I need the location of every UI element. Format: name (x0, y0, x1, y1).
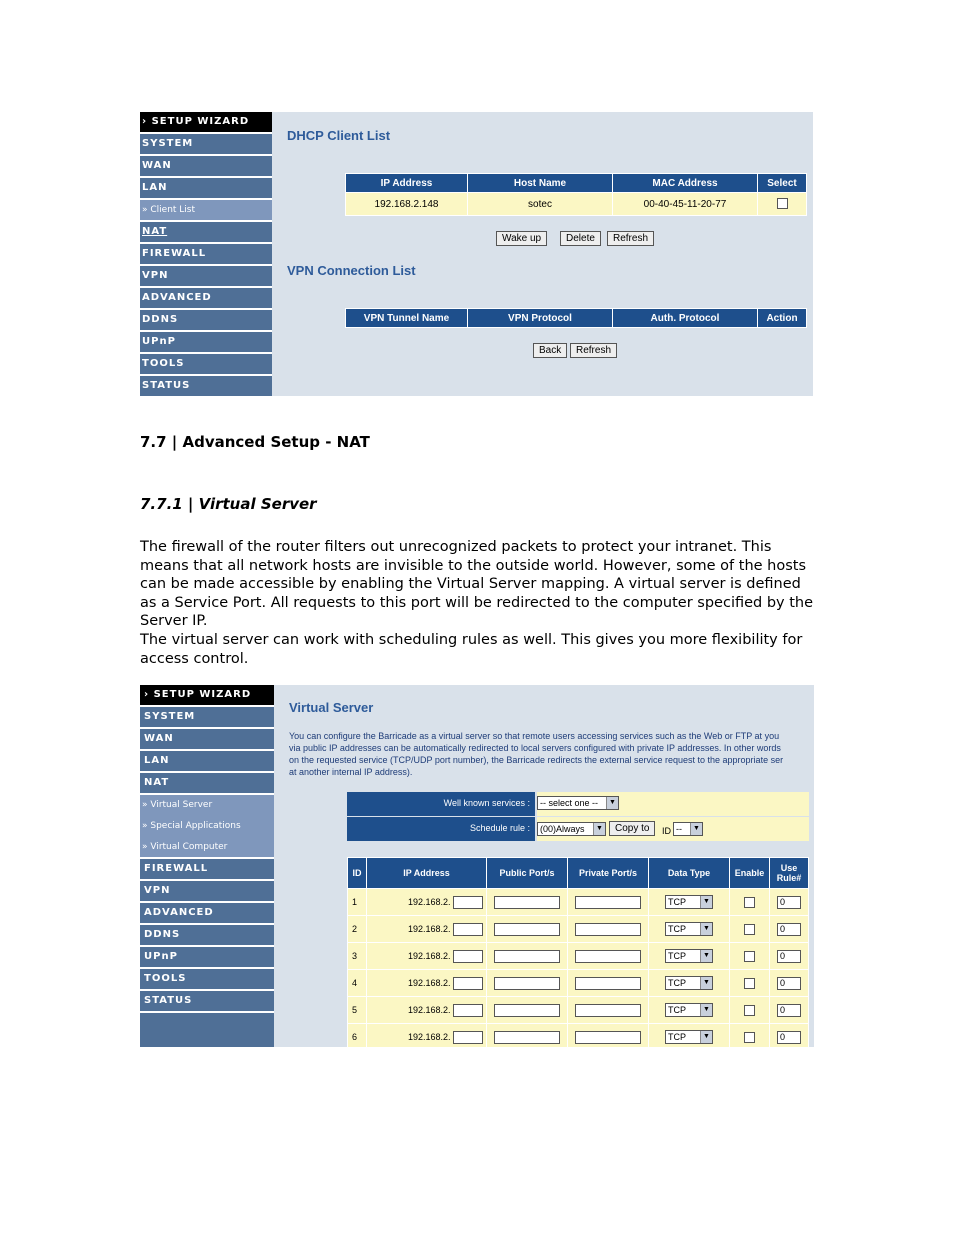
row-enable (730, 1024, 770, 1048)
row-id: 1 (348, 889, 367, 916)
well-known-services-select[interactable] (537, 796, 619, 810)
row-private-port (568, 889, 649, 916)
public-port-input[interactable] (494, 1031, 560, 1044)
data-type-select[interactable] (665, 976, 713, 990)
row-use-rule (770, 916, 809, 943)
nav-ddns[interactable]: DDNS (140, 925, 274, 947)
ip-last-octet-input[interactable] (453, 1004, 483, 1017)
col-data-type: Data Type (649, 858, 730, 889)
public-port-input[interactable] (494, 977, 560, 990)
id-value: -- (676, 824, 682, 834)
schedule-rule-row (347, 817, 809, 841)
data-type-value: TCP (668, 1005, 686, 1015)
sidebar-nav (140, 112, 272, 396)
use-rule-input[interactable] (777, 977, 801, 990)
wake-up-button[interactable]: Wake up (496, 231, 547, 246)
cell-ip: 192.168.2.148 (346, 193, 468, 216)
col-ip-address: IP Address (367, 858, 487, 889)
enable-checkbox[interactable] (744, 1005, 755, 1016)
private-port-input[interactable] (575, 1031, 641, 1044)
nav-nat[interactable]: NAT (140, 773, 274, 795)
back-button[interactable]: Back (533, 343, 567, 358)
data-type-value: TCP (668, 951, 686, 961)
nav-tools[interactable]: TOOLS (140, 969, 274, 991)
paragraph-2: The virtual server can work with scheduling rules as well. This gives you more flexibility for access control. (140, 631, 803, 667)
row-public-port (487, 1024, 568, 1048)
nav-setup-wizard[interactable]: › SETUP WIZARD (140, 112, 272, 134)
refresh-button[interactable]: Refresh (607, 231, 654, 246)
chevron-down-icon: ▼ (593, 823, 605, 835)
schedule-rule-label: Schedule rule : (347, 817, 535, 841)
schedule-rule-cell (537, 817, 809, 841)
nav-vpn[interactable]: VPN (140, 881, 274, 903)
col-auth-protocol: Auth. Protocol (613, 309, 758, 328)
use-rule-input[interactable] (777, 896, 801, 909)
nav-tools[interactable]: TOOLS (140, 354, 272, 376)
row-public-port (487, 970, 568, 997)
ip-prefix: 192.168.2. (407, 977, 451, 988)
row-id: 3 (348, 943, 367, 970)
data-type-select[interactable] (665, 949, 713, 963)
chevron-down-icon: ▼ (690, 823, 702, 835)
table-row (348, 889, 809, 916)
use-rule-input[interactable] (777, 923, 801, 936)
row-id: 2 (348, 916, 367, 943)
nav-advanced[interactable]: ADVANCED (140, 288, 272, 310)
dhcp-screenshot (140, 112, 813, 396)
nav-nat[interactable]: NAT (140, 222, 272, 244)
nav-system[interactable]: SYSTEM (140, 134, 272, 156)
col-enable: Enable (730, 858, 770, 889)
description (289, 730, 783, 778)
row-id: 4 (348, 970, 367, 997)
public-port-input[interactable] (494, 1004, 560, 1017)
col-action: Action (758, 309, 807, 328)
row-public-port (487, 889, 568, 916)
table-row (348, 943, 809, 970)
table-row (346, 193, 807, 216)
row-public-port (487, 916, 568, 943)
id-label: ID (662, 826, 671, 836)
enable-checkbox[interactable] (744, 1032, 755, 1043)
data-type-value: TCP (668, 897, 686, 907)
cell-mac: 00-40-45-11-20-77 (613, 193, 758, 216)
nav-status[interactable]: STATUS (140, 376, 272, 396)
col-ip-address: IP Address (346, 174, 468, 193)
row-use-rule (770, 997, 809, 1024)
row-enable (730, 970, 770, 997)
row-ip (367, 889, 487, 916)
row-enable (730, 943, 770, 970)
row-data-type (649, 997, 730, 1024)
use-rule-value: 0 (780, 950, 786, 961)
data-type-value: TCP (668, 1032, 686, 1042)
schedule-rule-select[interactable] (537, 822, 606, 836)
use-rule-value: 0 (780, 1031, 786, 1042)
use-rule-input[interactable] (777, 1004, 801, 1017)
description-line: via public IP addresses can be automatically redirected to local servers configured with private IP addresses. In other words (289, 743, 781, 753)
table-row (348, 997, 809, 1024)
data-type-select[interactable] (665, 1003, 713, 1017)
use-rule-value: 0 (780, 1004, 786, 1015)
row-data-type (649, 1024, 730, 1048)
row-private-port (568, 916, 649, 943)
nav-vpn[interactable]: VPN (140, 266, 272, 288)
data-type-value: TCP (668, 978, 686, 988)
enable-checkbox[interactable] (744, 897, 755, 908)
data-type-value: TCP (668, 924, 686, 934)
use-rule-value: 0 (780, 896, 786, 907)
col-use-rule: Use Rule# (770, 858, 809, 889)
ip-prefix: 192.168.2. (407, 1031, 451, 1042)
dhcp-title: DHCP Client List (287, 128, 391, 143)
private-port-input[interactable] (575, 923, 641, 936)
cell-host: sotec (468, 193, 613, 216)
row-ip (367, 997, 487, 1024)
description-line: at another internal IP address). (289, 767, 413, 777)
chevron-down-icon: ▼ (700, 923, 712, 935)
ip-prefix: 192.168.2. (407, 896, 451, 907)
nav-lan[interactable]: LAN (140, 751, 274, 773)
enable-checkbox[interactable] (744, 951, 755, 962)
private-port-input[interactable] (575, 896, 641, 909)
chevron-down-icon: ▼ (700, 896, 712, 908)
public-port-input[interactable] (494, 896, 560, 909)
row-data-type (649, 943, 730, 970)
nav-upnp[interactable]: UPnP (140, 332, 272, 354)
col-id: ID (348, 858, 367, 889)
section-heading: 7.7 | Advanced Setup - NAT (140, 433, 370, 451)
nav-setup-wizard[interactable]: › SETUP WIZARD (140, 685, 274, 707)
use-rule-value: 0 (780, 923, 786, 934)
ip-prefix: 192.168.2. (407, 950, 451, 961)
nav-wan[interactable]: WAN (140, 156, 272, 178)
nav-system[interactable]: SYSTEM (140, 707, 274, 729)
chevron-down-icon: ▼ (700, 950, 712, 962)
nav-virtual-server[interactable]: » Virtual Server (140, 795, 274, 816)
row-id: 5 (348, 997, 367, 1024)
chevron-down-icon: ▼ (700, 1031, 712, 1043)
row-enable (730, 997, 770, 1024)
private-port-input[interactable] (575, 950, 641, 963)
vpn-refresh-button[interactable]: Refresh (570, 343, 617, 358)
vpn-title: VPN Connection List (287, 263, 416, 278)
row-ip (367, 1024, 487, 1048)
row-private-port (568, 1024, 649, 1048)
select-checkbox[interactable] (777, 198, 788, 209)
table-row (348, 1024, 809, 1048)
row-id: 6 (348, 1024, 367, 1048)
subsection-heading: 7.7.1 | Virtual Server (140, 495, 317, 513)
col-mac-address: MAC Address (613, 174, 758, 193)
well-known-services-value: -- select one -- (540, 798, 599, 808)
col-host-name: Host Name (468, 174, 613, 193)
nav-lan[interactable]: LAN (140, 178, 272, 200)
data-type-select[interactable] (665, 895, 713, 909)
cell-select (758, 193, 807, 216)
sidebar-nav-2 (140, 685, 274, 1047)
body-text (140, 538, 818, 668)
table-row (348, 916, 809, 943)
row-data-type (649, 970, 730, 997)
id-select[interactable] (673, 822, 703, 836)
nav-special-applications[interactable]: » Special Applications (140, 816, 274, 837)
nav-ddns[interactable]: DDNS (140, 310, 272, 332)
ip-prefix: 192.168.2. (407, 1004, 451, 1015)
row-private-port (568, 997, 649, 1024)
description-line: on the requested service (TCP/UDP port number), the Barricade redirects the external service request to the appropriate ser (289, 755, 784, 765)
enable-checkbox[interactable] (744, 924, 755, 935)
chevron-down-icon: ▼ (700, 977, 712, 989)
well-known-services-cell (537, 792, 809, 816)
nav-virtual-computer[interactable]: » Virtual Computer (140, 837, 274, 859)
nav-firewall[interactable]: FIREWALL (140, 859, 274, 881)
row-use-rule (770, 1024, 809, 1048)
col-private-ports: Private Port/s (568, 858, 649, 889)
virtual-server-title: Virtual Server (289, 700, 374, 715)
use-rule-value: 0 (780, 977, 786, 988)
ip-prefix: 192.168.2. (407, 923, 451, 934)
private-port-input[interactable] (575, 1004, 641, 1017)
virtual-server-table (347, 857, 809, 1047)
nav-client-list[interactable]: » Client List (140, 200, 272, 222)
col-public-ports: Public Port/s (487, 858, 568, 889)
row-use-rule (770, 943, 809, 970)
row-use-rule (770, 970, 809, 997)
private-port-input[interactable] (575, 977, 641, 990)
dhcp-table (345, 173, 807, 216)
ip-last-octet-input[interactable] (453, 923, 483, 936)
row-public-port (487, 997, 568, 1024)
row-enable (730, 916, 770, 943)
vpn-table (345, 308, 807, 328)
chevron-down-icon: ▼ (700, 1004, 712, 1016)
ip-last-octet-input[interactable] (453, 950, 483, 963)
col-vpn-tunnel-name: VPN Tunnel Name (346, 309, 468, 328)
enable-checkbox[interactable] (744, 978, 755, 989)
paragraph-1: The firewall of the router filters out unrecognized packets to protect your intranet. This means that all network hosts are invisible to the outside world. However, some of the hosts can be made accessible by enabling the Virtual Server mapping. A virtual server is defined as a Service Port. All requests to this port will be redirected to the computer specified by the Server IP. (140, 539, 814, 630)
row-private-port (568, 943, 649, 970)
row-private-port (568, 970, 649, 997)
row-ip (367, 943, 487, 970)
row-data-type (649, 916, 730, 943)
virtual-server-screenshot (140, 685, 814, 1047)
ip-last-octet-input[interactable] (453, 977, 483, 990)
nav-upnp[interactable]: UPnP (140, 947, 274, 969)
nav-advanced[interactable]: ADVANCED (140, 903, 274, 925)
row-data-type (649, 889, 730, 916)
ip-last-octet-input[interactable] (453, 1031, 483, 1044)
row-use-rule (770, 889, 809, 916)
col-vpn-protocol: VPN Protocol (468, 309, 613, 328)
col-select: Select (758, 174, 807, 193)
row-ip (367, 916, 487, 943)
row-ip (367, 970, 487, 997)
ip-last-octet-input[interactable] (453, 896, 483, 909)
copy-to-button[interactable]: Copy to (609, 821, 655, 836)
use-rule-input[interactable] (777, 1031, 801, 1044)
public-port-input[interactable] (494, 923, 560, 936)
nav-firewall[interactable]: FIREWALL (140, 244, 272, 266)
description-line: You can configure the Barricade as a virtual server so that remote users accessing services such as the Web or FTP at you (289, 731, 780, 741)
row-public-port (487, 943, 568, 970)
chevron-down-icon: ▼ (606, 797, 618, 809)
data-type-select[interactable] (665, 1030, 713, 1044)
schedule-rule-value: (00)Always (540, 824, 585, 834)
delete-button[interactable]: Delete (560, 231, 601, 246)
table-row (348, 970, 809, 997)
nav-status[interactable]: STATUS (140, 991, 274, 1013)
use-rule-input[interactable] (777, 950, 801, 963)
well-known-services-row (347, 792, 809, 816)
data-type-select[interactable] (665, 922, 713, 936)
row-enable (730, 889, 770, 916)
public-port-input[interactable] (494, 950, 560, 963)
nav-wan[interactable]: WAN (140, 729, 274, 751)
well-known-services-label: Well known services : (347, 792, 535, 816)
